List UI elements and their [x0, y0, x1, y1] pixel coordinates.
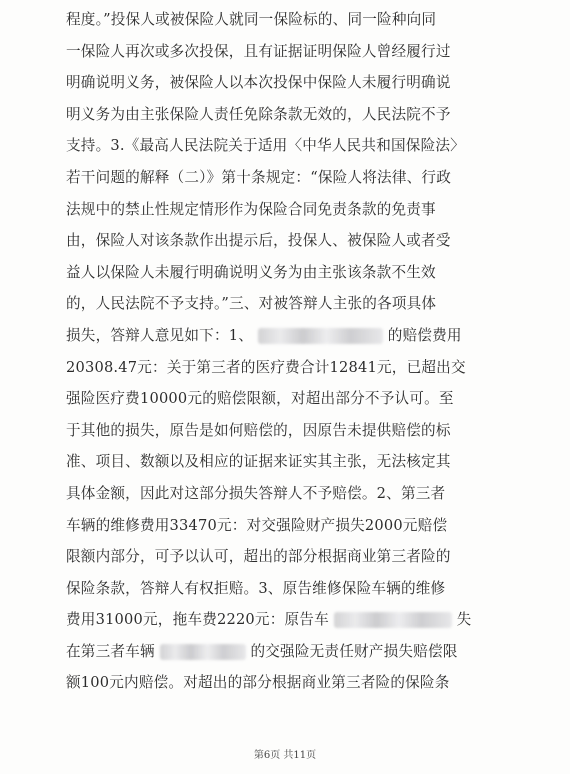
- line-text: 车辆的维修费用33470元：对交强险财产损失2000元赔偿: [66, 516, 448, 534]
- text-line: [66, 4, 512, 36]
- text-line: [66, 667, 512, 699]
- line-text: 强险医疗费10000元的赔偿限额，对超出部分不予认可。至: [66, 390, 454, 408]
- line-text: 限额内部分，可予以认可，超出的部分根据商业第三者险的: [66, 548, 451, 566]
- text-line: [66, 130, 512, 162]
- redaction-blur: [334, 612, 452, 628]
- line-text: 法规中的禁止性规定情形作为保险合同免责条款的免责事: [66, 200, 436, 218]
- text-line: [66, 573, 512, 605]
- text-line: [66, 383, 512, 415]
- line-text: 损失，答辩人意见如下：1、: [66, 326, 254, 344]
- line-text: 额100元内赔偿。对超出的部分根据商业第三者险的保险条: [66, 674, 450, 692]
- text-line: [66, 478, 512, 510]
- text-line: [66, 636, 512, 668]
- text-line: [66, 541, 512, 573]
- line-text: 明确说明义务，被保险人以本次投保中保险人未履行明确说: [66, 74, 451, 92]
- text-line: [66, 162, 512, 194]
- line-text: 程度。”投保人或被保险人就同一保险标的、同一险种向同: [66, 11, 437, 28]
- text-line: [66, 320, 512, 352]
- line-text: 由，保险人对该条款作出提示后，投保人、被保险人或者受: [66, 232, 451, 250]
- line-text: 支持。3.《最高人民法院关于适用〈中华人民共和国保险法〉: [66, 137, 465, 155]
- text-line: [66, 288, 512, 320]
- line-text: 明义务为由主张保险人责任免除条款无效的，人民法院不予: [66, 105, 451, 123]
- text-line: [66, 257, 512, 289]
- line-text: 20308.47元：关于第三者的医疗费合计12841元，已超出交: [66, 358, 466, 376]
- text-line: [66, 352, 512, 384]
- page-footer: 第6页 共11页: [253, 750, 317, 761]
- line-text: 保险条款，答辩人有权拒赔。3、原告维修保险车辆的维修: [66, 579, 446, 597]
- text-line: [66, 67, 512, 99]
- text-line: [66, 225, 512, 257]
- text-line: [66, 36, 512, 68]
- line-text: 具体金额，因此对这部分损失答辩人不予赔偿。2、第三者: [66, 484, 446, 502]
- text-line: [66, 194, 512, 226]
- text-line: [66, 99, 512, 131]
- text-line: [66, 415, 512, 447]
- document-body: [66, 0, 512, 699]
- text-line: [66, 510, 512, 542]
- line-text: 若干问题的解释（二）》第十条规定：“保险人将法律、行政: [66, 168, 452, 186]
- line-text: 一保险人再次或多次投保，且有证据证明保险人曾经履行过: [66, 42, 451, 60]
- line-text: 准、项目、数额以及相应的证据来证实其主张，无法核定其: [66, 453, 451, 471]
- line-text: 益人以保险人未履行明确说明义务为由主张该条款不生效: [66, 263, 436, 281]
- line-text: 于其他的损失，原告是如何赔偿的，因原告未提供赔偿的标: [66, 421, 451, 439]
- line-text: 在第三者车辆: [66, 642, 155, 660]
- line-text: 的赔偿费用: [387, 326, 462, 344]
- line-text: 失: [456, 611, 472, 629]
- redaction-blur: [258, 328, 383, 344]
- text-line: [66, 446, 512, 478]
- text-line: [66, 604, 512, 636]
- line-text: 的，人民法院不予支持。”三、对被答辩人主张的各项具体: [66, 295, 437, 313]
- line-text: 费用31000元，拖车费2220元：原告车: [66, 611, 329, 629]
- redaction-blur: [160, 644, 246, 660]
- line-text: 的交强险无责任财产损失赔偿限: [250, 642, 458, 660]
